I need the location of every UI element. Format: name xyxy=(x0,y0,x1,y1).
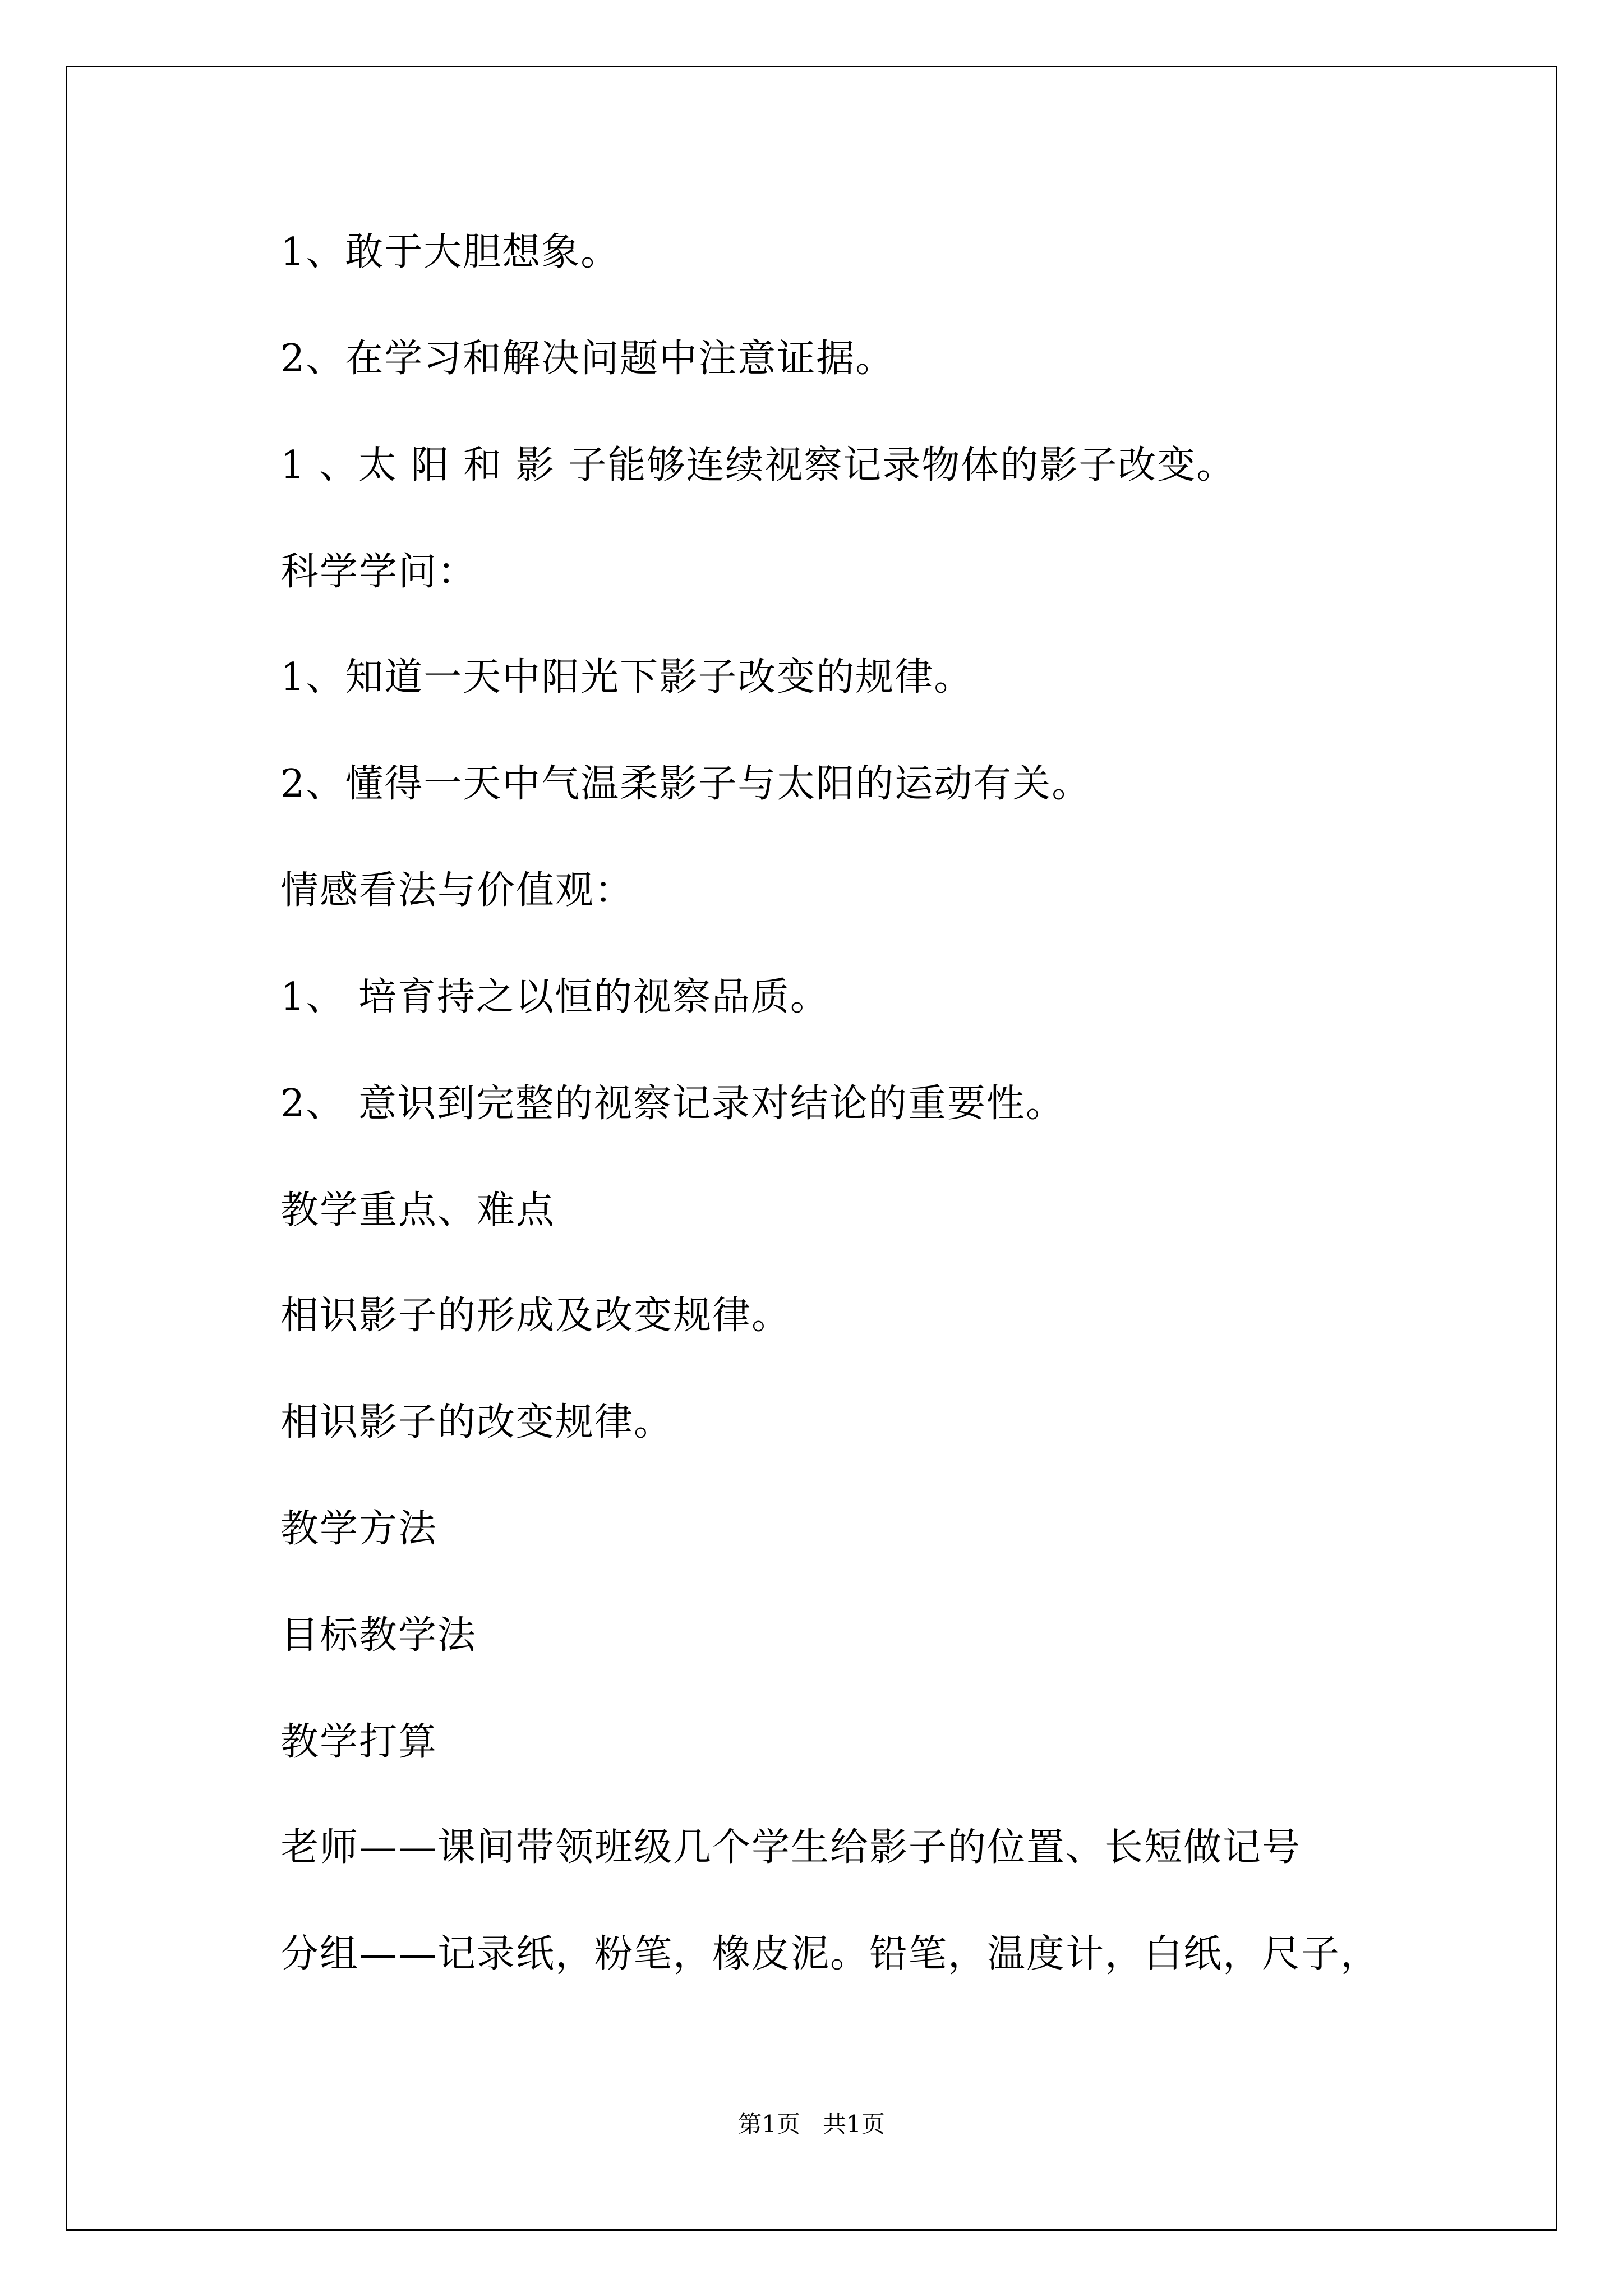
text-line: 1、知道一天中阳光下影子改变的规律。 xyxy=(280,655,974,700)
text-line: 2、懂得一天中气温柔影子与太阳的运动有关。 xyxy=(280,762,1091,806)
text-line: 2、 意识到完整的视察记录对结论的重要性。 xyxy=(280,1082,1065,1126)
text-line: 1 、太 阳 和 影 子能够连续视察记录物体的影子改变。 xyxy=(280,443,1236,487)
text-line: 相识影子的改变规律。 xyxy=(280,1400,674,1444)
text-line: 教学方法 xyxy=(280,1507,438,1551)
text-line: 相识影子的形成及改变规律。 xyxy=(280,1294,791,1338)
text-line: 分组——记录纸，粉笔，橡皮泥。铅笔，温度计，白纸，尺子， xyxy=(280,1932,1380,1976)
text-line: 1、敢于大胆想象。 xyxy=(280,230,620,274)
text-line: 教学打算 xyxy=(280,1720,438,1764)
page-footer: 第1页 共1页 xyxy=(738,2110,885,2138)
text-line: 教学重点、难点 xyxy=(280,1188,556,1232)
text-line: 目标教学法 xyxy=(280,1613,477,1658)
text-line: 2、在学习和解决问题中注意证据。 xyxy=(280,337,895,381)
page-border xyxy=(66,66,1557,2231)
text-line: 情感看法与价值观： xyxy=(280,868,634,913)
text-line: 老师——课间带领班级几个学生给影子的位置、长短做记号 xyxy=(280,1825,1302,1870)
text-line: 科学学问： xyxy=(280,550,477,594)
text-line: 1、 培育持之以恒的视察品质。 xyxy=(280,975,829,1019)
